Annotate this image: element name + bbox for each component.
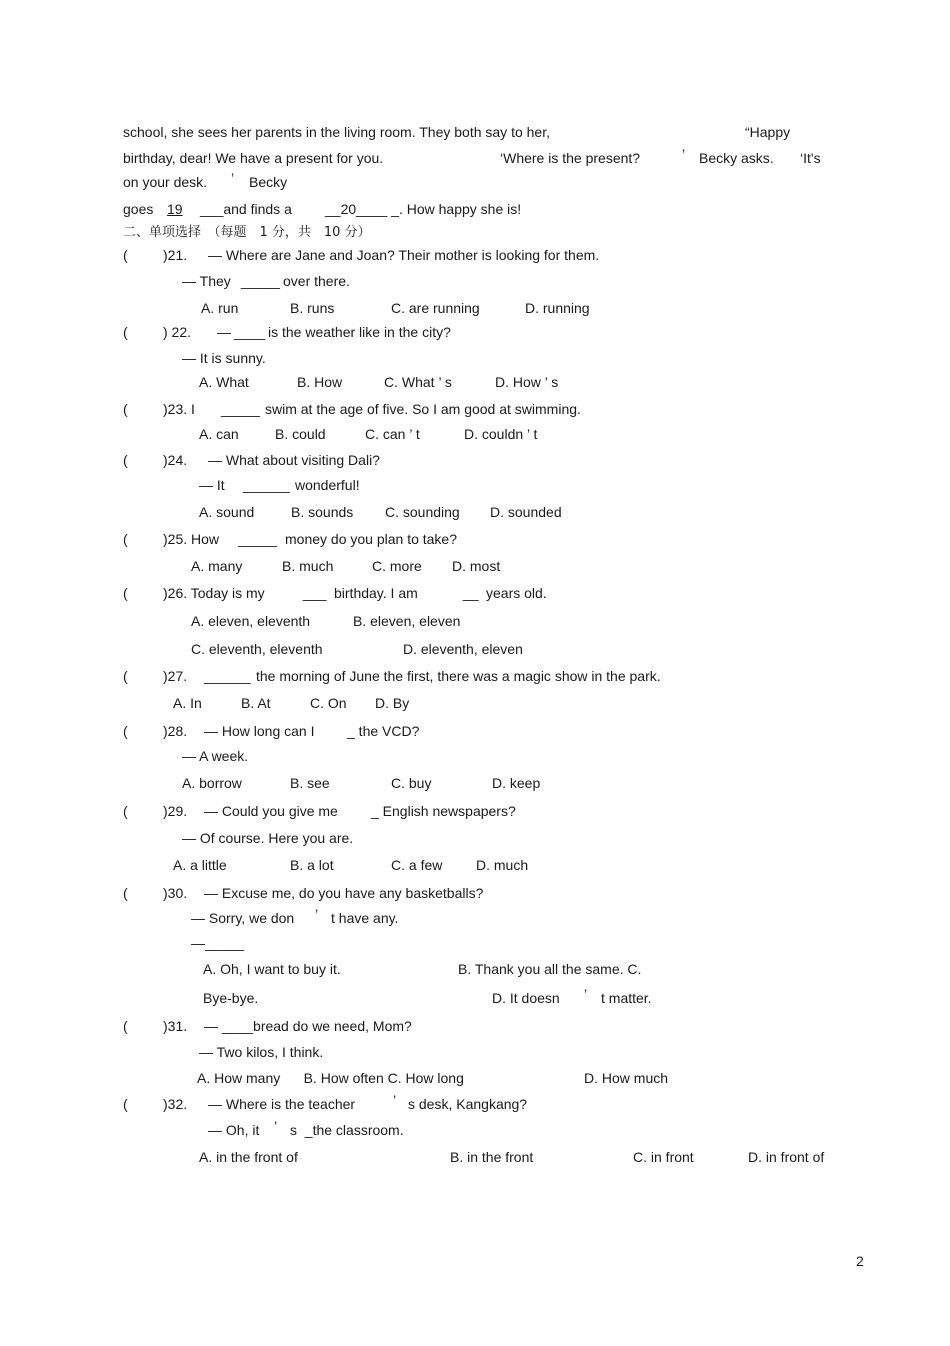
question-subline: — Two kilos, I think. bbox=[199, 1044, 324, 1060]
question-number: )28. bbox=[163, 723, 188, 739]
answer-blank: ______ bbox=[243, 477, 290, 493]
option-b: B. Thank you all the same. C. bbox=[458, 961, 642, 977]
answer-paren: ( bbox=[123, 247, 128, 263]
passage-text: ___and finds a bbox=[200, 201, 292, 217]
option-a: A. In bbox=[173, 695, 202, 711]
option-b: B. sounds bbox=[291, 504, 354, 520]
question-number: )29. bbox=[163, 803, 188, 819]
option-c: C. more bbox=[372, 558, 422, 574]
option-d: D. sounded bbox=[490, 504, 562, 520]
question-stem: — Where are Jane and Joan? Their mother is looking for them. bbox=[208, 247, 600, 263]
answer-blank: ______ bbox=[204, 668, 251, 684]
question-stem: — What about visiting Dali? bbox=[208, 452, 380, 468]
question-subline: — Sorry, we don bbox=[191, 910, 295, 926]
question-stem: — How long can I bbox=[204, 723, 315, 739]
question-stem: — Excuse me, do you have any basketballs? bbox=[204, 885, 484, 901]
option-d: D. keep bbox=[492, 775, 541, 791]
option-c: C. in front bbox=[633, 1149, 694, 1165]
options-abc: A. How many B. How often C. How long bbox=[197, 1070, 464, 1086]
question-subline: wonderful! bbox=[295, 477, 360, 493]
answer-paren: ( bbox=[123, 401, 128, 417]
passage-line: on your desk. bbox=[123, 174, 208, 190]
option-c: C. a few bbox=[391, 857, 443, 873]
question-subline: — It is sunny. bbox=[182, 350, 266, 366]
option-a: A. Oh, I want to buy it. bbox=[203, 961, 341, 977]
question-number: )21. bbox=[163, 247, 188, 263]
question-subline: — A week. bbox=[182, 748, 249, 764]
option-d: D. eleventh, eleven bbox=[403, 641, 523, 657]
answer-paren: ( bbox=[123, 452, 128, 468]
question-subline: over there. bbox=[283, 273, 350, 289]
answer-paren: ( bbox=[123, 885, 128, 901]
passage-text: ’ bbox=[231, 170, 235, 186]
option-b: B. eleven, eleven bbox=[353, 613, 461, 629]
answer-blank-line: —_____ bbox=[191, 935, 244, 951]
answer-paren: ( bbox=[123, 1018, 128, 1034]
question-stem: birthday. I am bbox=[334, 585, 418, 601]
option-c: C. sounding bbox=[385, 504, 460, 520]
question-number: ) 22. bbox=[163, 324, 192, 340]
section-title: 二、单项选择 （每题 1 分，共 10 分） bbox=[123, 225, 371, 240]
option-b: B. could bbox=[275, 426, 326, 442]
answer-blank: ___ bbox=[303, 585, 327, 601]
apostrophe: ’ bbox=[274, 1118, 278, 1134]
option-a: A. borrow bbox=[182, 775, 242, 791]
answer-blank: _____ bbox=[238, 531, 277, 547]
option-c: C. On bbox=[310, 695, 347, 711]
option-b: B. a lot bbox=[290, 857, 334, 873]
passage-text: Becky bbox=[249, 174, 288, 190]
option-a: A. What bbox=[199, 374, 249, 390]
page-number: 2 bbox=[856, 1253, 864, 1269]
question-number: )27. bbox=[163, 668, 188, 684]
passage-text: Becky asks. bbox=[699, 150, 774, 166]
option-a: A. eleven, eleventh bbox=[191, 613, 311, 629]
option-b: B. At bbox=[241, 695, 271, 711]
option-d-cont: t matter. bbox=[601, 990, 652, 1006]
question-stem: _ English newspapers? bbox=[371, 803, 516, 819]
option-c: C. can ’ t bbox=[365, 426, 420, 442]
passage-line: school, she sees her parents in the living room. They both say to her, bbox=[123, 124, 550, 140]
option-b: B. runs bbox=[290, 300, 335, 316]
option-a: A. can bbox=[199, 426, 239, 442]
option-a: A. run bbox=[201, 300, 239, 316]
option-d: D. most bbox=[452, 558, 501, 574]
question-number: )24. bbox=[163, 452, 188, 468]
option-d: D. couldn ’ t bbox=[464, 426, 538, 442]
passage-text: __20____ _. How happy she is! bbox=[325, 201, 522, 217]
question-stem: _ the VCD? bbox=[347, 723, 420, 739]
question-number: )25. How bbox=[163, 531, 220, 547]
option-c: C. What ’ s bbox=[384, 374, 452, 390]
question-number: )26. Today is my bbox=[163, 585, 265, 601]
option-d: D. How ’ s bbox=[495, 374, 559, 390]
option-a: A. sound bbox=[199, 504, 255, 520]
option-a: A. many bbox=[191, 558, 243, 574]
option-b: B. in the front bbox=[450, 1149, 534, 1165]
option-a: A. in the front of bbox=[199, 1149, 298, 1165]
question-stem: the morning of June the first, there was a magic show in the park. bbox=[256, 668, 661, 684]
option-c: C. are running bbox=[391, 300, 480, 316]
question-stem: years old. bbox=[486, 585, 547, 601]
option-d: D. How much bbox=[584, 1070, 669, 1086]
answer-blank: _____ bbox=[221, 401, 260, 417]
apostrophe: ’ bbox=[584, 986, 588, 1002]
passage-line: birthday, dear! We have a present for you. bbox=[123, 150, 384, 166]
passage-text: “Happy bbox=[745, 124, 791, 140]
blank-number-19: 19 bbox=[167, 201, 183, 217]
option-d: D. By bbox=[375, 695, 410, 711]
option-b: B. How bbox=[297, 374, 343, 390]
answer-blank: _____ bbox=[241, 273, 280, 289]
answer-paren: ( bbox=[123, 1096, 128, 1112]
answer-paren: ( bbox=[123, 803, 128, 819]
question-subline: — Oh, it bbox=[208, 1122, 260, 1138]
question-stem: — Where is the teacher bbox=[208, 1096, 356, 1112]
passage-text: ’ bbox=[682, 146, 686, 162]
question-stem: — ____bread do we need, Mom? bbox=[204, 1018, 412, 1034]
apostrophe: ’ bbox=[315, 906, 319, 922]
question-stem: money do you plan to take? bbox=[285, 531, 458, 547]
question-number: )30. bbox=[163, 885, 188, 901]
passage-text: ‘Where is the present? bbox=[500, 150, 641, 166]
answer-paren: ( bbox=[123, 324, 128, 340]
question-number: )32. bbox=[163, 1096, 188, 1112]
option-b: B. see bbox=[290, 775, 330, 791]
option-a: A. a little bbox=[173, 857, 227, 873]
answer-paren: ( bbox=[123, 668, 128, 684]
answer-paren: ( bbox=[123, 723, 128, 739]
passage-text: ‘It's bbox=[800, 150, 821, 166]
option-c: Bye-bye. bbox=[203, 990, 259, 1006]
question-number: )31. bbox=[163, 1018, 188, 1034]
apostrophe: ’ bbox=[393, 1092, 397, 1108]
question-subline: t have any. bbox=[331, 910, 399, 926]
question-subline: — Of course. Here you are. bbox=[182, 830, 354, 846]
answer-paren: ( bbox=[123, 531, 128, 547]
question-subline: — They bbox=[182, 273, 231, 289]
option-b: B. much bbox=[282, 558, 334, 574]
question-subline: — It bbox=[199, 477, 225, 493]
question-stem: — Could you give me bbox=[204, 803, 338, 819]
option-d: D. It doesn bbox=[492, 990, 560, 1006]
option-d: D. in front of bbox=[748, 1149, 825, 1165]
question-stem: is the weather like in the city? bbox=[268, 324, 451, 340]
answer-blank: ____ bbox=[234, 324, 266, 340]
passage-line: goes bbox=[123, 201, 154, 217]
option-d: D. much bbox=[476, 857, 529, 873]
question-stem: — bbox=[217, 324, 231, 340]
question-number: )23. I bbox=[163, 401, 195, 417]
answer-blank: __ bbox=[463, 585, 479, 601]
question-stem: swim at the age of five. So I am good at swimming. bbox=[265, 401, 581, 417]
answer-paren: ( bbox=[123, 585, 128, 601]
option-d: D. running bbox=[525, 300, 590, 316]
question-subline: s _the classroom. bbox=[290, 1122, 404, 1138]
question-stem: s desk, Kangkang? bbox=[408, 1096, 528, 1112]
option-c: C. buy bbox=[391, 775, 432, 791]
option-c: C. eleventh, eleventh bbox=[191, 641, 323, 657]
